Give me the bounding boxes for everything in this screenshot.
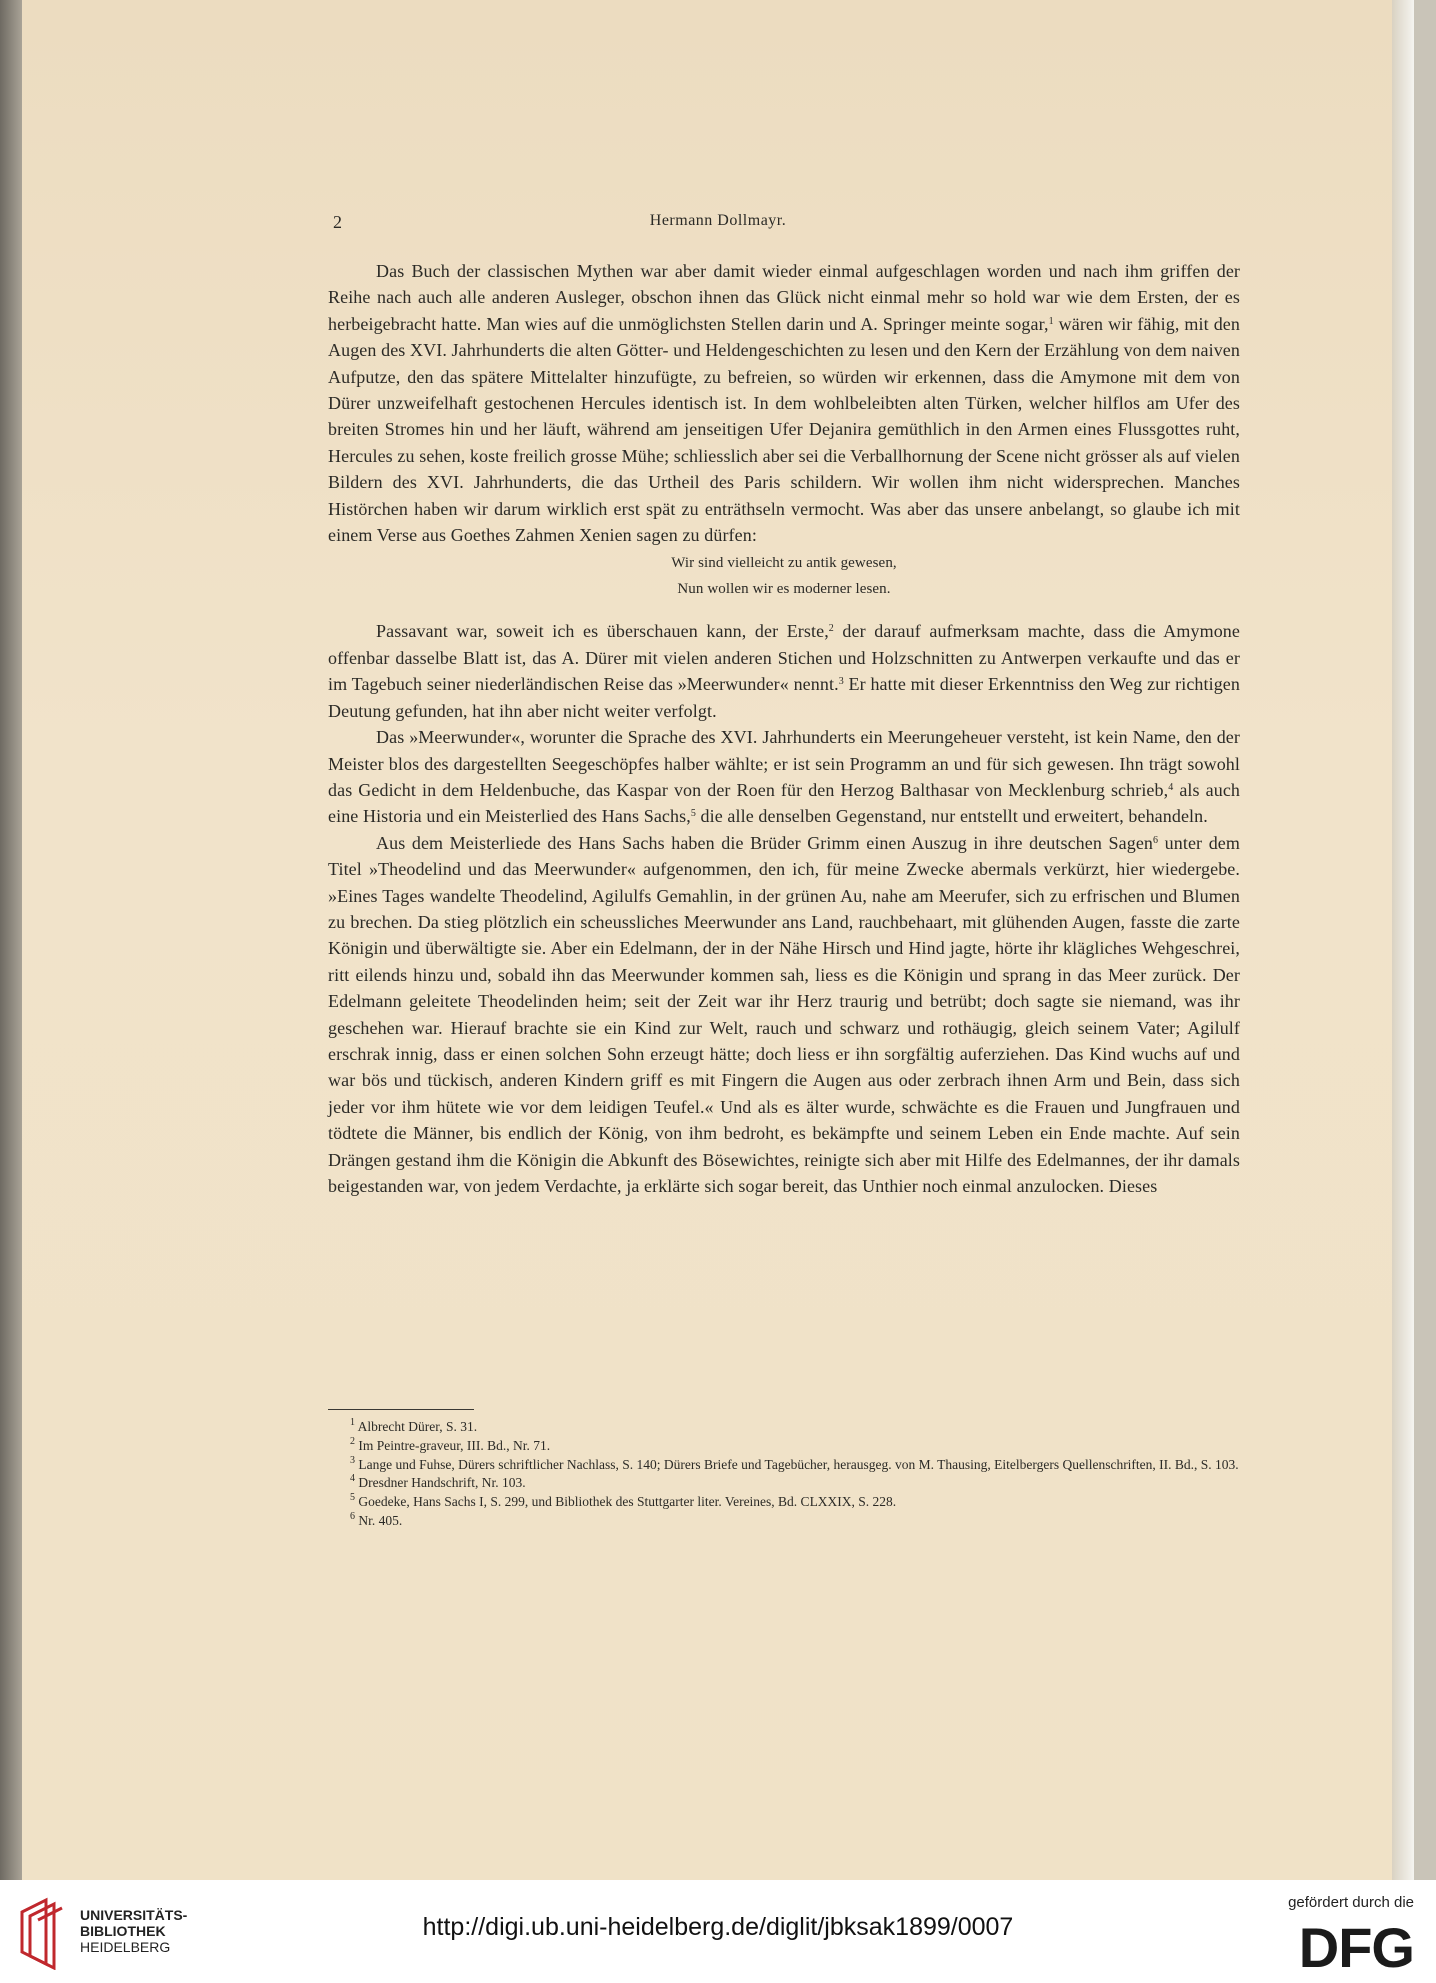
paragraph-2	[328, 618, 1240, 724]
footnote-4	[328, 1474, 1240, 1493]
paragraph-2-text-a: Passavant war, soweit ich es überschauen kann, der Erste,	[376, 621, 829, 642]
footnote-mark: 1	[350, 1417, 355, 1428]
footnote-text: Albrecht Dürer, S. 31.	[357, 1419, 478, 1434]
body-text	[328, 258, 1240, 1199]
footnote-3	[328, 1456, 1240, 1475]
paragraph-3	[328, 724, 1240, 830]
footnote-ref: 2	[828, 623, 834, 635]
footnote-6	[328, 1512, 1240, 1531]
paragraph-3-text-b: als auch eine Historia und ein Meisterlied des Hans Sachs,	[328, 779, 1241, 827]
verse-line-2: Nun wollen wir es moderner lesen.	[677, 581, 891, 598]
logo-line-1: UNIVERSITÄTS-	[80, 1907, 188, 1923]
footnote-5	[328, 1493, 1240, 1512]
paragraph-2-text-b: der darauf aufmerksam machte, dass die Amymone offenbar dasselbe Blatt ist, das A. Dürer mit vielen anderen Stichen und Holzschnitten zu Antwerpen verkaufte und das er im Tagebuch seiner niederländischen Reise das »Meerwunder« nennt.	[328, 621, 1240, 695]
footnote-ref: 5	[690, 808, 696, 820]
footnote-mark: 6	[350, 1510, 355, 1522]
logo-line-2: BIBLIOTHEK	[80, 1923, 166, 1939]
footnote-1	[328, 1418, 1240, 1437]
footnote-mark: 5	[350, 1492, 355, 1504]
dfg-logo: DFG	[1298, 1916, 1414, 1979]
paragraph-4-text-b: unter dem Titel »Theodelind und das Meerwunder« aufgenommen, den ich, für meine Zwecke abermals verkürzt, hier wiedergebe. »Eines Tages wandelte Theodelind, Agilulfs Gemahlin, in der grünen Au, nahe am Meerufer, sich zu erfrischen und Blumen zu brechen. Da stieg plötzlich ein scheussliches Meerwunder ans Land, rauchbehaart, mit glühenden Augen, fasste die zarte Königin und überwältigte sie. Aber ein Edelmann, der in der Nähe Hirsch und Hind jagte, hörte ihr klägliches Wehgeschrei, ritt eilends hinzu und, sobald ihn das Meerwunder kommen sah, liess es die Königin und sprang in das Meer zurück. Der Edelmann geleitete Theodelinden heim; seit der Zeit war ihr Herz traurig und betrübt; doch sagte sie niemand, was ihr geschehen war. Hierauf brachte sie ein Kind zur Welt, rauch und schwarz und rothäugig, gleich seinem Vater; Agilulf erschrak innig, dass er einen solchen Sohn erzeugt hätte; doch liess er ihn sorgfältig auferziehen. Das Kind wuchs auf und war bös und tückisch, anderen Kindern griff es mit Fingern die Augen aus oder zerbrach ihnen Arm und Bein, dass sich jeder vor ihm hütete wie vor dem leidigen Teufel.« Und als es älter wurde, schwächte es die Frauen und Jungfrauen und tödtete die Männer, bis endlich der König, von ihm bedroht, es bekämpfte und seinem Leben ein Ende machte. Auf sein Drängen gestand ihm die Königin die Abkunft des Bösewichtes, reinigte sich aber mit Hilfe des Edelmannes, der ihr damals beigestanden war, von jedem Verdachte, ja erklärte sich sogar bereit, das Unthier noch einmal anzulocken. Dieses	[328, 832, 1240, 1196]
paragraph-3-text-c: die alle denselben Gegenstand, nur entstellt und erweitert, behandeln.	[695, 806, 1208, 827]
paragraph-4	[328, 830, 1240, 1200]
footnote-text: Dresdner Handschrift, Nr. 103.	[358, 1475, 526, 1491]
page-edge	[1392, 0, 1414, 1880]
footnote-text: Nr. 405.	[358, 1512, 403, 1528]
footnote-text: Lange und Fuhse, Dürers schriftlicher Nachlass, S. 140; Dürers Briefe und Tagebücher, herausgeg. von M. Thausing, Eitelbergers Quellenschriften, II. Bd., S. 103.	[358, 1456, 1239, 1472]
paragraph-3-text-a: Das »Meerwunder«, worunter die Sprache des XVI. Jahrhunderts ein Meerungeheuer versteht, ist kein Name, den der Meister blos des dargestellten Seegeschöpfes halber wählte; er ist sein Programm an und für sich gewesen. Ihn trägt sowohl das Gedicht in dem Heldenbuche, das Kaspar von der Roen für den Herzog Balthasar von Mecklenburg schrieb,	[328, 727, 1240, 800]
footnote-text: Im Peintre-graveur, III. Bd., Nr. 71.	[358, 1437, 551, 1453]
footnotes	[328, 1418, 1240, 1531]
footnote-ref: 6	[1153, 834, 1159, 846]
verse-line-1: Wir sind vielleicht zu antik gewesen,	[671, 555, 897, 572]
logo-line-3: HEIDELBERG	[80, 1939, 171, 1955]
running-head: Hermann Dollmayr.	[649, 212, 787, 229]
footnote-ref: 4	[1168, 781, 1174, 793]
footnote-rule	[328, 1409, 474, 1410]
book-page	[22, 0, 1414, 1880]
footnote-mark: 4	[350, 1473, 355, 1485]
verse-quote	[328, 550, 1240, 602]
paragraph-4-text-a: Aus dem Meisterliede des Hans Sachs haben die Brüder Grimm einen Auszug in ihre deutschen Sagen	[376, 832, 1154, 853]
paragraph-1	[328, 258, 1240, 548]
paragraph-2-text-c: Er hatte mit dieser Erkenntniss den Weg zur richtigen Deutung gefunden, hat ihn aber nicht weiter verfolgt.	[328, 674, 1240, 721]
page-number: 2	[333, 212, 342, 232]
funded-by-label: gefördert durch die	[1288, 1894, 1414, 1911]
scan-binding-edge	[0, 0, 22, 1880]
footnote-mark: 2	[350, 1435, 355, 1447]
permalink-url[interactable]: http://digi.ub.uni-heidelberg.de/diglit/jbksak1899/0007	[422, 1913, 1014, 1941]
footnote-mark: 3	[350, 1454, 355, 1466]
paragraph-1-text-a: Das Buch der classischen Mythen war aber damit wieder einmal aufgeschlagen worden und nach ihm griffen der Reihe nach auch alle anderen Ausleger, obschon ihnen das Glück nicht einmal mehr so hold war wie dem Ersten, der es herbeigebracht hatte. Man wies auf die unmöglichsten Stellen darin und A. Springer meinte sogar,	[328, 261, 1240, 334]
viewer-footer	[0, 1880, 1436, 1983]
footnote-ref: 3	[838, 676, 844, 688]
footnote-2	[328, 1437, 1240, 1456]
footnote-ref: 1	[1048, 315, 1054, 327]
footnote-text: Goedeke, Hans Sachs I, S. 299, und Bibliothek des Stuttgarter liter. Vereines, Bd. CLXXIX, S. 228.	[358, 1494, 897, 1510]
paragraph-1-text-b: wären wir fähig, mit den Augen des XVI. Jahrhunderts die alten Götter- und Heldengeschichten zu lesen und den Kern der Erzählung von dem naiven Aufputze, den das spätere Mittelalter hinzufügte, zu befreien, so würden wir erkennen, dass die Amymone mit dem von Dürer unzweifelhaft gestochenen Hercules identisch ist. In dem wohlbeleibten alten Türken, welcher hilflos am Ufer des breiten Stromes hin und her läuft, während am jenseitigen Ufer Dejanira gemüthlich in den Armen eines Flussgottes ruht, Hercules zu sehen, koste freilich grosse Mühe; schliesslich aber sei die Verballhornung der Scene nicht grösser als auf vielen Bildern des XVI. Jahrhunderts, die das Urtheil des Paris schildern. Wir wollen ihm nicht widersprechen. Manches Histörchen haben wir darum wirklich erst spät zu enträthseln vermocht. Was aber das unsere anbelangt, so glaube ich mit einem Verse aus Goethes Zahmen Xenien sagen zu dürfen:	[328, 313, 1240, 546]
